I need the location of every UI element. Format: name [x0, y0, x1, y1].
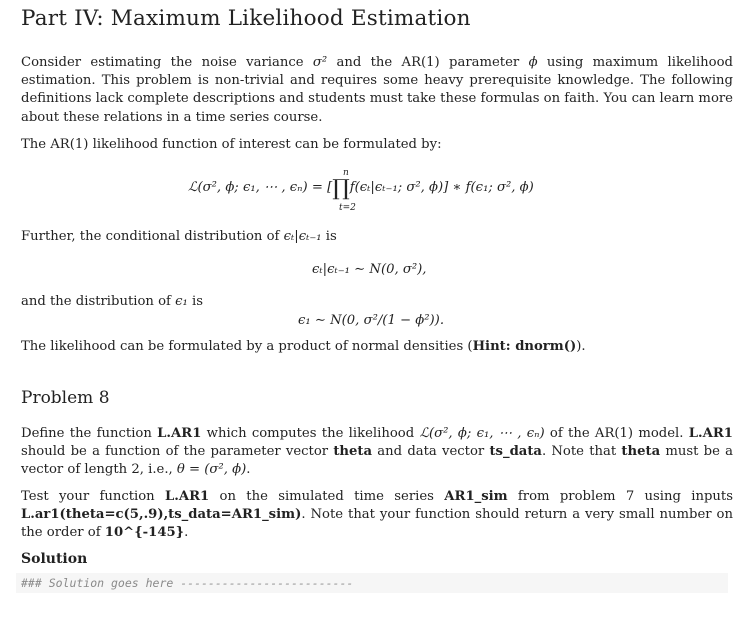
- theta-name-2: theta: [621, 444, 661, 460]
- series-name: AR1_sim: [444, 489, 508, 504]
- sigma-squared-symbol: σ²: [312, 55, 328, 70]
- problem-paragraph: [21, 425, 733, 480]
- problem-text-7: must be a vector of length 2, i.e.,: [21, 444, 734, 478]
- test-text-1: Test your function: [21, 489, 165, 504]
- solution-heading: Solution: [21, 551, 88, 567]
- conditional-equation: ϵₜ|ϵₜ₋₁ ∼ N(0, σ²),: [312, 262, 427, 277]
- problem-heading: Problem 8: [21, 388, 110, 408]
- likelihood-equation: [188, 176, 534, 201]
- likelihood-intro: The AR(1) likelihood function of interest can be formulated by:: [21, 137, 442, 152]
- test-paragraph: [21, 488, 733, 543]
- product-upper-limit: n: [343, 168, 349, 178]
- code-cell[interactable]: [16, 573, 728, 593]
- first-intro-text: and the distribution of: [21, 294, 176, 309]
- magnitude: 10^{-145}: [104, 525, 185, 541]
- intro-text-3: using maximum likelihood estimation. This problem is non-trivial and requires some heavy prerequisite knowledge. The following definitions lack complete descriptions and students must take these formulas on faith. You can learn more about these relations in a time series course.: [21, 55, 733, 125]
- problem-text-3: of the AR(1) model.: [544, 426, 689, 441]
- likelihood-lhs: ℒ(σ², ϕ; ϵ₁, ⋯ , ϵₙ) = [: [188, 180, 333, 195]
- theta-name: theta: [333, 444, 373, 460]
- conditional-intro-text: Further, the conditional distribution of: [21, 229, 284, 244]
- hint-text: The likelihood can be formulated by a product of normal densities (: [21, 339, 473, 354]
- problem-text-8: .: [246, 462, 251, 478]
- hint-suffix: ).: [576, 339, 586, 354]
- product-lower-limit: t=2: [339, 203, 356, 213]
- test-text-4: . Note that your function should return a very small number on the order of: [21, 507, 733, 541]
- intro-text-1: Consider estimating the noise variance: [21, 55, 313, 70]
- conditional-intro: [21, 228, 733, 246]
- likelihood-inline: ℒ(σ², ϕ; ϵ₁, ⋯ , ϵₙ): [419, 426, 545, 441]
- test-text-5: .: [184, 525, 189, 541]
- test-text-2: on the simulated time series: [209, 489, 445, 504]
- theta-expression: θ = (σ², ϕ): [176, 462, 247, 478]
- test-text-3: from problem 7 using inputs: [507, 489, 733, 504]
- conditional-intro-expr: ϵₜ|ϵₜ₋₁: [283, 229, 322, 244]
- product-symbol: ∏: [332, 176, 350, 201]
- hint-sentence: [21, 338, 733, 356]
- problem-text-4: should be a function of the parameter vector: [21, 444, 334, 460]
- first-intro: [21, 293, 733, 311]
- intro-paragraph: [21, 54, 733, 127]
- ts-data-name: ts_data: [489, 444, 542, 460]
- code-comment: ### Solution goes here -------------------------: [21, 576, 354, 590]
- first-intro-expr: ϵ₁: [175, 294, 188, 309]
- conditional-intro-suffix: is: [321, 229, 337, 244]
- first-intro-suffix: is: [187, 294, 203, 309]
- phi-symbol: ϕ: [528, 55, 538, 70]
- likelihood-rhs: f(ϵₜ|ϵₜ₋₁; σ², ϕ)] ∗ f(ϵ₁; σ², ϕ): [349, 180, 534, 195]
- function-call: L.ar1(theta=c(5,.9),ts_data=AR1_sim): [21, 507, 302, 523]
- function-name-2: L.AR1: [688, 426, 733, 441]
- test-function-name: L.AR1: [164, 489, 210, 504]
- hint-bold: Hint: dnorm(): [472, 339, 577, 354]
- problem-text-2: which computes the likelihood: [201, 426, 420, 441]
- page-title: Part IV: Maximum Likelihood Estimation: [21, 6, 471, 31]
- problem-text-1: Define the function: [21, 426, 158, 441]
- first-equation: ϵ₁ ∼ N(0, σ²/(1 − ϕ²)).: [298, 313, 445, 328]
- problem-text-6: . Note that: [541, 444, 622, 460]
- function-name: L.AR1: [157, 426, 202, 441]
- problem-text-5: and data vector: [372, 444, 490, 460]
- intro-text-2: and the AR(1) parameter: [327, 55, 529, 70]
